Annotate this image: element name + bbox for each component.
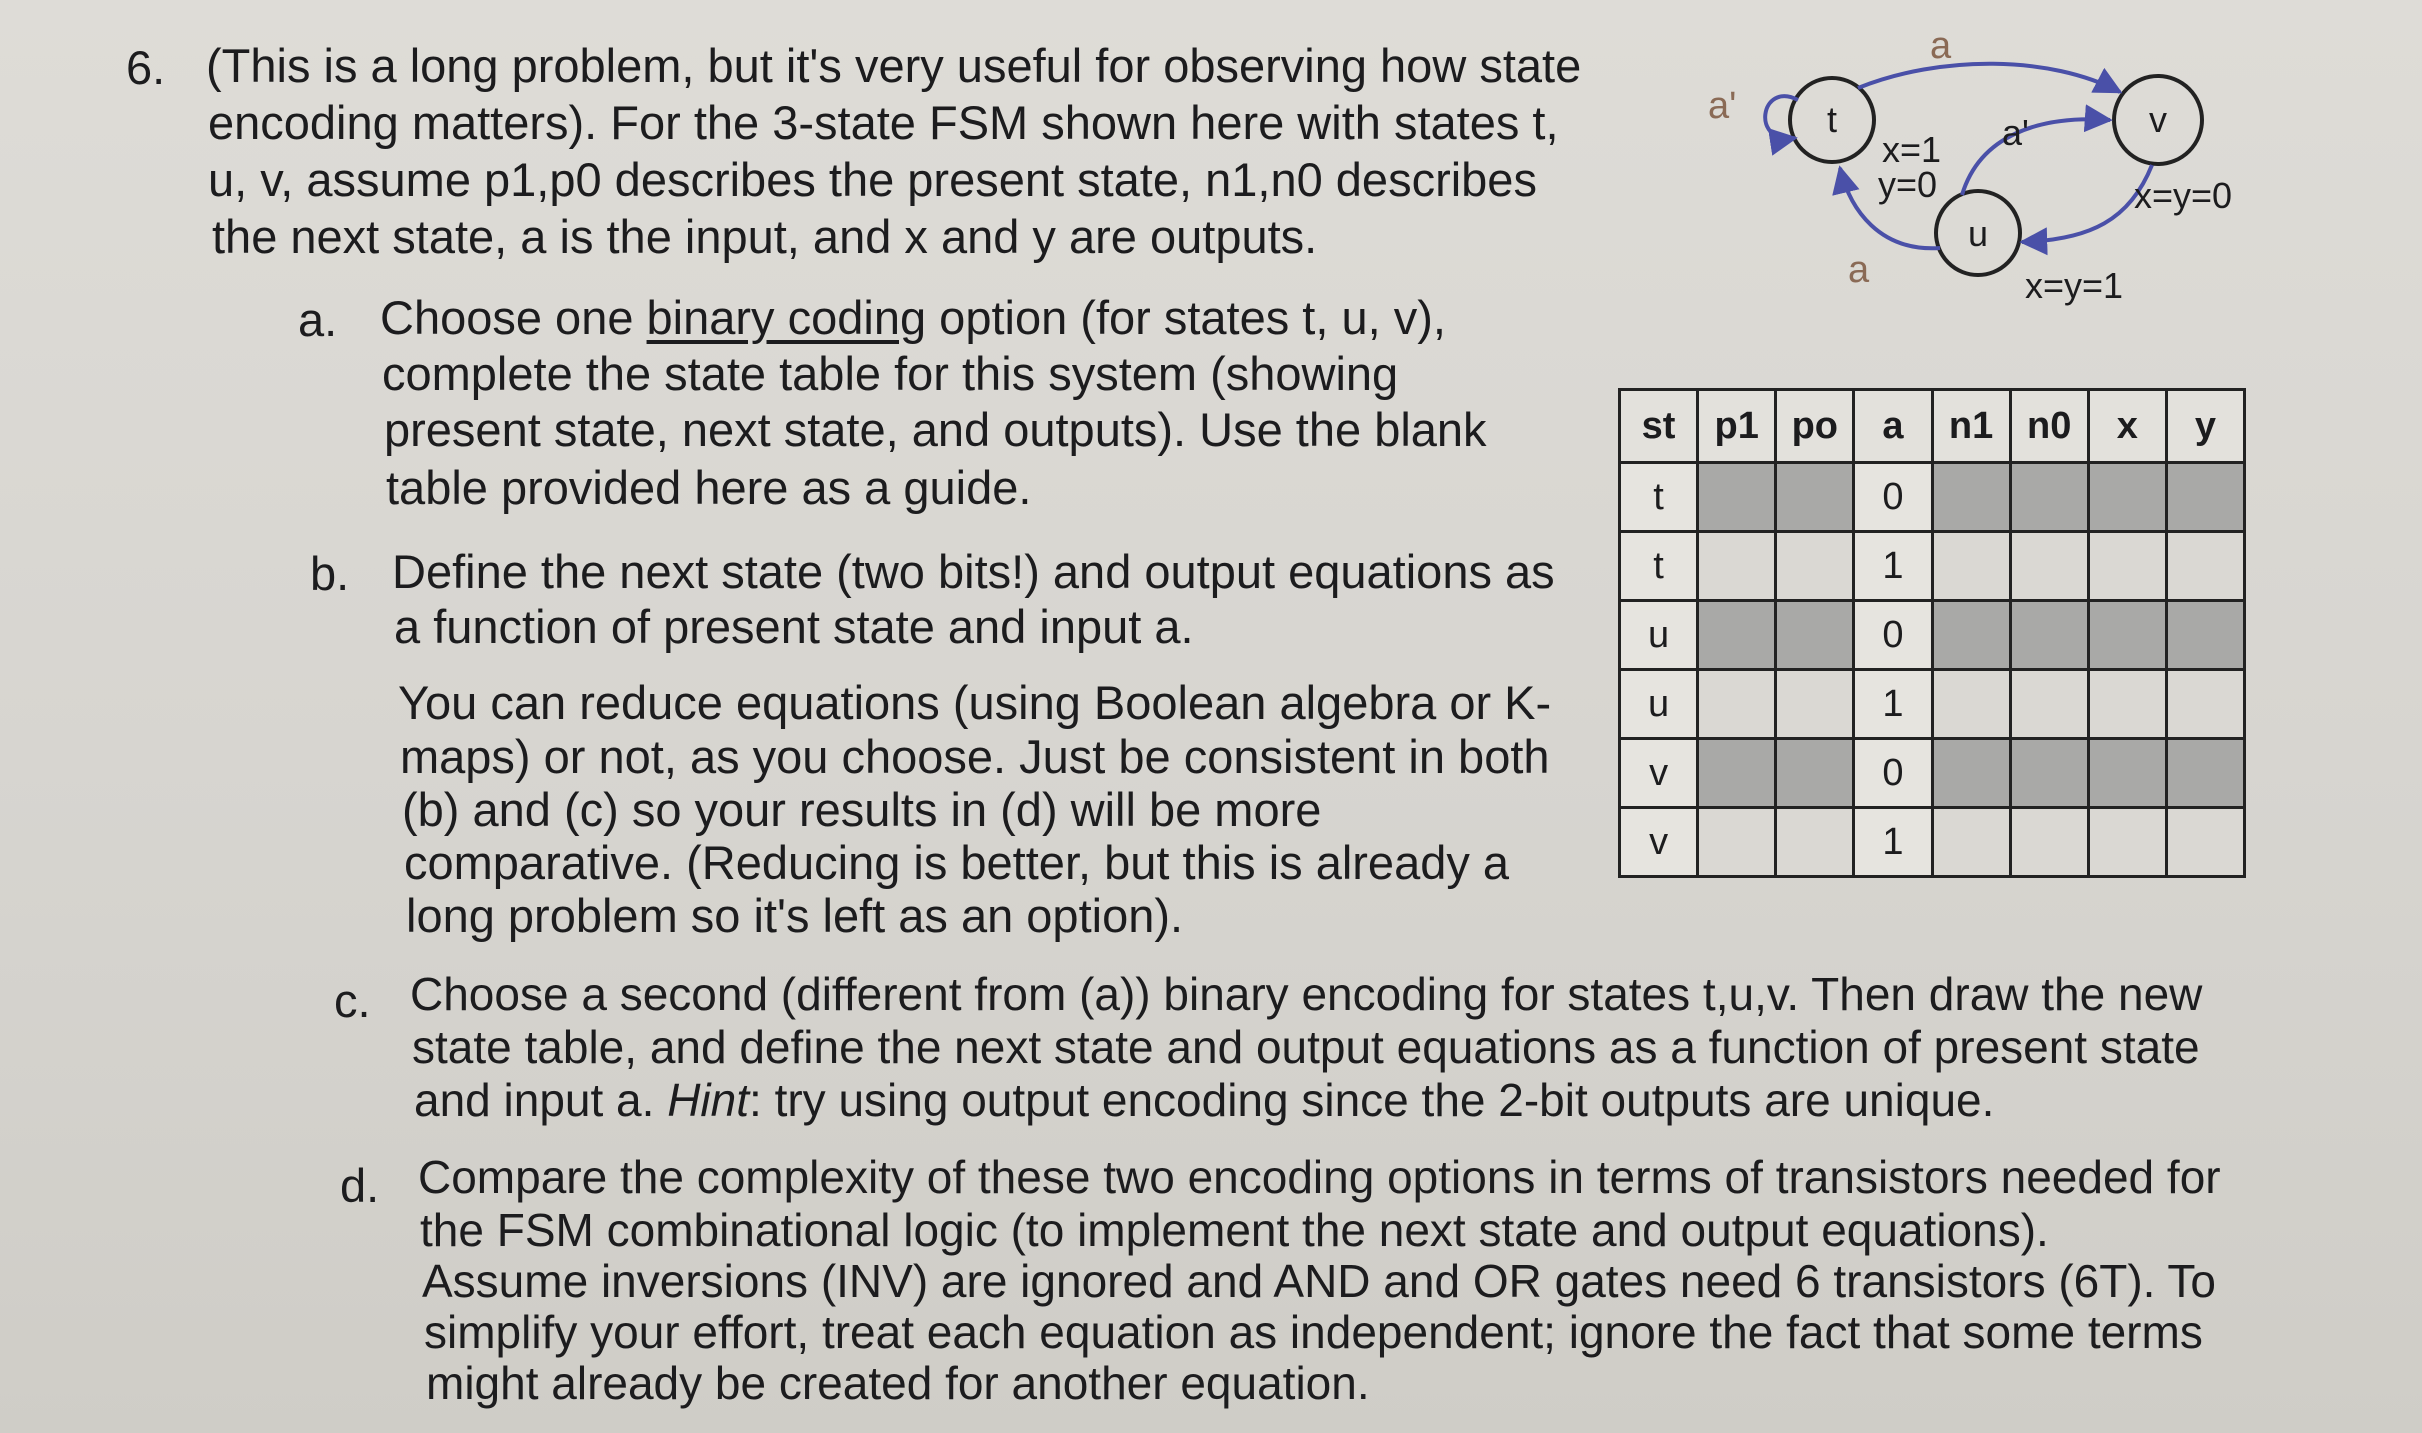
cell-n1[interactable] bbox=[1932, 601, 2010, 670]
cell-y[interactable] bbox=[2166, 601, 2244, 670]
cell-st: t bbox=[1620, 532, 1698, 601]
table-row bbox=[1620, 739, 2245, 808]
binary-coding-underlined: binary coding bbox=[646, 291, 927, 344]
part-a-line-3: present state, next state, and outputs). Use the blank bbox=[384, 403, 1487, 456]
part-b-note-4: comparative. (Reducing is better, but this is already a bbox=[404, 836, 1510, 889]
cell-po[interactable] bbox=[1776, 670, 1854, 739]
self-loop-t-label: a' bbox=[1708, 85, 1737, 127]
cell-p1[interactable] bbox=[1698, 532, 1776, 601]
cell-n1[interactable] bbox=[1932, 532, 2010, 601]
state-t-output-y: y=0 bbox=[1878, 164, 1938, 205]
part-d-line-2: the FSM combinational logic (to implement the next state and output equations). bbox=[420, 1204, 2049, 1256]
cell-n0[interactable] bbox=[2010, 532, 2088, 601]
part-b-note-5: long problem so it's left as an option). bbox=[406, 889, 1184, 942]
cell-po[interactable] bbox=[1776, 601, 1854, 670]
cell-x[interactable] bbox=[2088, 601, 2166, 670]
cell-n1[interactable] bbox=[1932, 670, 2010, 739]
state-u-label: u bbox=[1967, 213, 1989, 254]
table-row bbox=[1620, 808, 2245, 877]
cell-st: u bbox=[1620, 670, 1698, 739]
cell-a: 1 bbox=[1854, 670, 1932, 739]
header-n1: n1 bbox=[1932, 390, 2010, 463]
state-u-output: x=y=1 bbox=[2025, 265, 2124, 306]
part-b-note-2: maps) or not, as you choose. Just be consistent in both bbox=[400, 730, 1550, 783]
part-d-line-1: Compare the complexity of these two encoding options in terms of transistors needed for bbox=[418, 1151, 2221, 1203]
part-d-line-5: might already be created for another equation. bbox=[426, 1357, 1370, 1409]
cell-p1[interactable] bbox=[1698, 739, 1776, 808]
cell-a: 0 bbox=[1854, 463, 1932, 532]
cell-po[interactable] bbox=[1776, 532, 1854, 601]
part-b-letter: b. bbox=[310, 547, 350, 600]
cell-p1[interactable] bbox=[1698, 601, 1776, 670]
hint-word: Hint bbox=[667, 1074, 750, 1126]
cell-n0[interactable] bbox=[2010, 670, 2088, 739]
v-to-u-arrow bbox=[2022, 165, 2152, 242]
header-po: po bbox=[1776, 390, 1854, 463]
part-b-note-3: (b) and (c) so your results in (d) will be more bbox=[402, 783, 1322, 836]
cell-po[interactable] bbox=[1776, 808, 1854, 877]
part-c-line-3: and input a. Hint: try using output encoding since the 2-bit outputs are unique. bbox=[414, 1074, 1995, 1126]
part-a-line-4: table provided here as a guide. bbox=[386, 461, 1032, 514]
cell-po[interactable] bbox=[1776, 463, 1854, 532]
cell-a: 1 bbox=[1854, 532, 1932, 601]
t-to-v-arrow bbox=[1858, 64, 2120, 92]
state-v-output: x=y=0 bbox=[2134, 175, 2233, 216]
header-n0: n0 bbox=[2010, 390, 2088, 463]
u-to-t-label: a bbox=[1848, 249, 1870, 291]
cell-a: 0 bbox=[1854, 739, 1932, 808]
cell-n1[interactable] bbox=[1932, 463, 2010, 532]
fsm-state-diagram bbox=[1690, 20, 2270, 330]
cell-x[interactable] bbox=[2088, 532, 2166, 601]
table-row bbox=[1620, 670, 2245, 739]
intro-line-3: u, v, assume p1,p0 describes the present state, n1,n0 describes bbox=[208, 153, 1537, 206]
header-x: x bbox=[2088, 390, 2166, 463]
cell-x[interactable] bbox=[2088, 808, 2166, 877]
part-b-line-1: Define the next state (two bits!) and output equations as bbox=[392, 545, 1555, 598]
cell-p1[interactable] bbox=[1698, 463, 1776, 532]
state-table bbox=[1618, 388, 2246, 878]
u-to-v-label: a' bbox=[2002, 112, 2029, 153]
state-t-output-x: x=1 bbox=[1882, 129, 1942, 170]
cell-a: 1 bbox=[1854, 808, 1932, 877]
header-p1: p1 bbox=[1698, 390, 1776, 463]
cell-st: v bbox=[1620, 739, 1698, 808]
cell-y[interactable] bbox=[2166, 670, 2244, 739]
cell-a: 0 bbox=[1854, 601, 1932, 670]
state-v-label: v bbox=[2149, 99, 2167, 140]
u-to-v-arrow bbox=[1962, 119, 2110, 195]
part-a-line-2: complete the state table for this system (showing bbox=[382, 347, 1399, 400]
part-a-line-1: Choose one binary coding option (for states t, u, v), bbox=[380, 291, 1446, 344]
cell-x[interactable] bbox=[2088, 670, 2166, 739]
intro-line-4: the next state, a is the input, and x and y are outputs. bbox=[212, 210, 1318, 263]
t-to-v-label: a bbox=[1930, 25, 1952, 67]
part-b-note-1: You can reduce equations (using Boolean algebra or K- bbox=[398, 676, 1552, 729]
cell-n1[interactable] bbox=[1932, 739, 2010, 808]
part-d-line-3: Assume inversions (INV) are ignored and AND and OR gates need 6 transistors (6T). To bbox=[422, 1255, 2216, 1307]
cell-n0[interactable] bbox=[2010, 463, 2088, 532]
part-d-line-4: simplify your effort, treat each equation as independent; ignore the fact that some terms bbox=[424, 1306, 2203, 1358]
part-c-line-1: Choose a second (different from (a)) binary encoding for states t,u,v. Then draw the new bbox=[410, 968, 2203, 1020]
state-t-label: t bbox=[1826, 99, 1838, 140]
cell-y[interactable] bbox=[2166, 532, 2244, 601]
part-b-line-2: a function of present state and input a. bbox=[394, 600, 1194, 653]
intro-line-2: encoding matters). For the 3-state FSM shown here with states t, bbox=[208, 96, 1559, 149]
cell-y[interactable] bbox=[2166, 739, 2244, 808]
cell-y[interactable] bbox=[2166, 808, 2244, 877]
header-st: st bbox=[1620, 390, 1698, 463]
cell-p1[interactable] bbox=[1698, 670, 1776, 739]
cell-po[interactable] bbox=[1776, 739, 1854, 808]
part-a-letter: a. bbox=[298, 293, 338, 346]
problem-number: 6. bbox=[126, 41, 166, 94]
cell-y[interactable] bbox=[2166, 463, 2244, 532]
header-y: y bbox=[2166, 390, 2244, 463]
state-table-header-row bbox=[1620, 390, 2245, 463]
part-c-letter: c. bbox=[334, 974, 371, 1027]
cell-n0[interactable] bbox=[2010, 808, 2088, 877]
cell-n0[interactable] bbox=[2010, 601, 2088, 670]
header-a: a bbox=[1854, 390, 1932, 463]
cell-st: v bbox=[1620, 808, 1698, 877]
cell-x[interactable] bbox=[2088, 739, 2166, 808]
cell-x[interactable] bbox=[2088, 463, 2166, 532]
cell-n0[interactable] bbox=[2010, 739, 2088, 808]
table-row bbox=[1620, 532, 2245, 601]
cell-st: t bbox=[1620, 463, 1698, 532]
part-d-letter: d. bbox=[340, 1159, 380, 1212]
cell-p1[interactable] bbox=[1698, 808, 1776, 877]
cell-n1[interactable] bbox=[1932, 808, 2010, 877]
table-row bbox=[1620, 601, 2245, 670]
intro-line-1: (This is a long problem, but it's very useful for observing how state bbox=[206, 39, 1582, 92]
table-row bbox=[1620, 463, 2245, 532]
cell-st: u bbox=[1620, 601, 1698, 670]
part-c-line-2: state table, and define the next state and output equations as a function of present state bbox=[412, 1021, 2200, 1073]
